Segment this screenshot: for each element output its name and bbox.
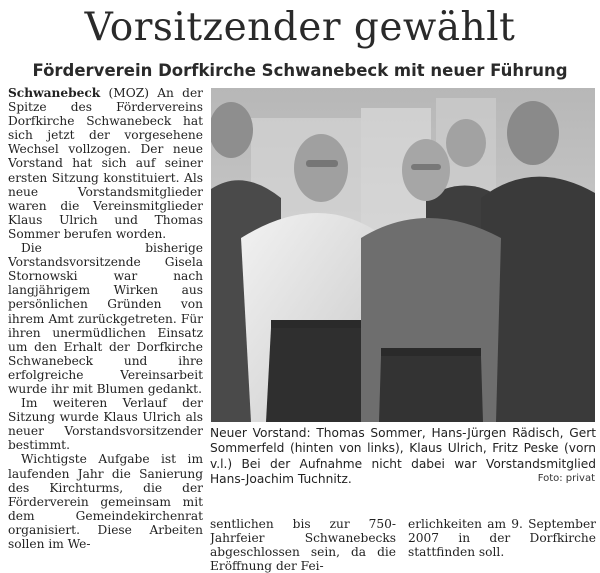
article-column-1: [8, 86, 203, 573]
photo-caption: Neuer Vorstand: Thomas Sommer, Hans-Jürgen Rädisch, Gert Sommerfeld (hinten von links), Klaus Ulrich, Fritz Peske (vorn v.l.) Bei der Aufnahme nicht dabei war Vorstandsmitglied Hans-Joachim Tuchnitz.: [210, 426, 596, 487]
source-tag: (MOZ): [108, 86, 149, 100]
column-2-text: sentlichen bis zur 750-Jahrfeier Schwanebecks abgeschlossen sein, da die Eröffnung der Fei-: [210, 517, 396, 573]
article-column-2: [210, 517, 396, 573]
group-photo-image: [211, 88, 595, 422]
headline: Vorsitzender gewählt: [84, 5, 516, 50]
dateline: Schwanebeck: [8, 86, 101, 100]
paragraph-1-text: An der Spitze des Fördervereins Dorfkirche Schwanebeck hat sich jetzt der vorgesehene Wechsel vollzogen. Der neue Vorstand hat sich auf seiner ersten Sitzung konstituiert. Als neue Vorstandsmitglieder waren die Vereinsmitglieder Klaus Ulrich und Thomas Sommer berufen worden.: [8, 86, 203, 241]
paragraph-1: [8, 86, 203, 241]
paragraph-4: Wichtigste Aufgabe ist im laufenden Jahr die Sanierung des Kirchturms, die der Förderverein gemeinsam mit dem Gemeindekirchenrat organisiert. Diese Arbeiten sollen im We-: [8, 452, 203, 551]
column-3-text: erlichkeiten am 9. September 2007 in der Dorfkirche stattfinden soll.: [408, 517, 596, 560]
group-photo: [211, 88, 595, 422]
paragraph-3: Im weiteren Verlauf der Sitzung wurde Klaus Ulrich als neuer Vorstandsvorsitzender bestimmt.: [8, 396, 203, 453]
paragraph-2: Die bisherige Vorstandsvorsitzende Gisela Stornowski war nach langjährigem Wirken aus persönlichen Gründen von ihrem Amt zurückgetreten. Für ihren unermüdlichen Einsatz um den Erhalt der Dorfkirche Schwanebeck und ihre erfolgreiche Vereinsarbeit wurde ihr mit Blumen gedankt.: [8, 241, 203, 396]
article-column-3: [408, 517, 596, 573]
subheadline: Förderverein Dorfkirche Schwanebeck mit neuer Führung: [32, 61, 568, 80]
photo-credit: Foto: privat: [537, 473, 595, 484]
